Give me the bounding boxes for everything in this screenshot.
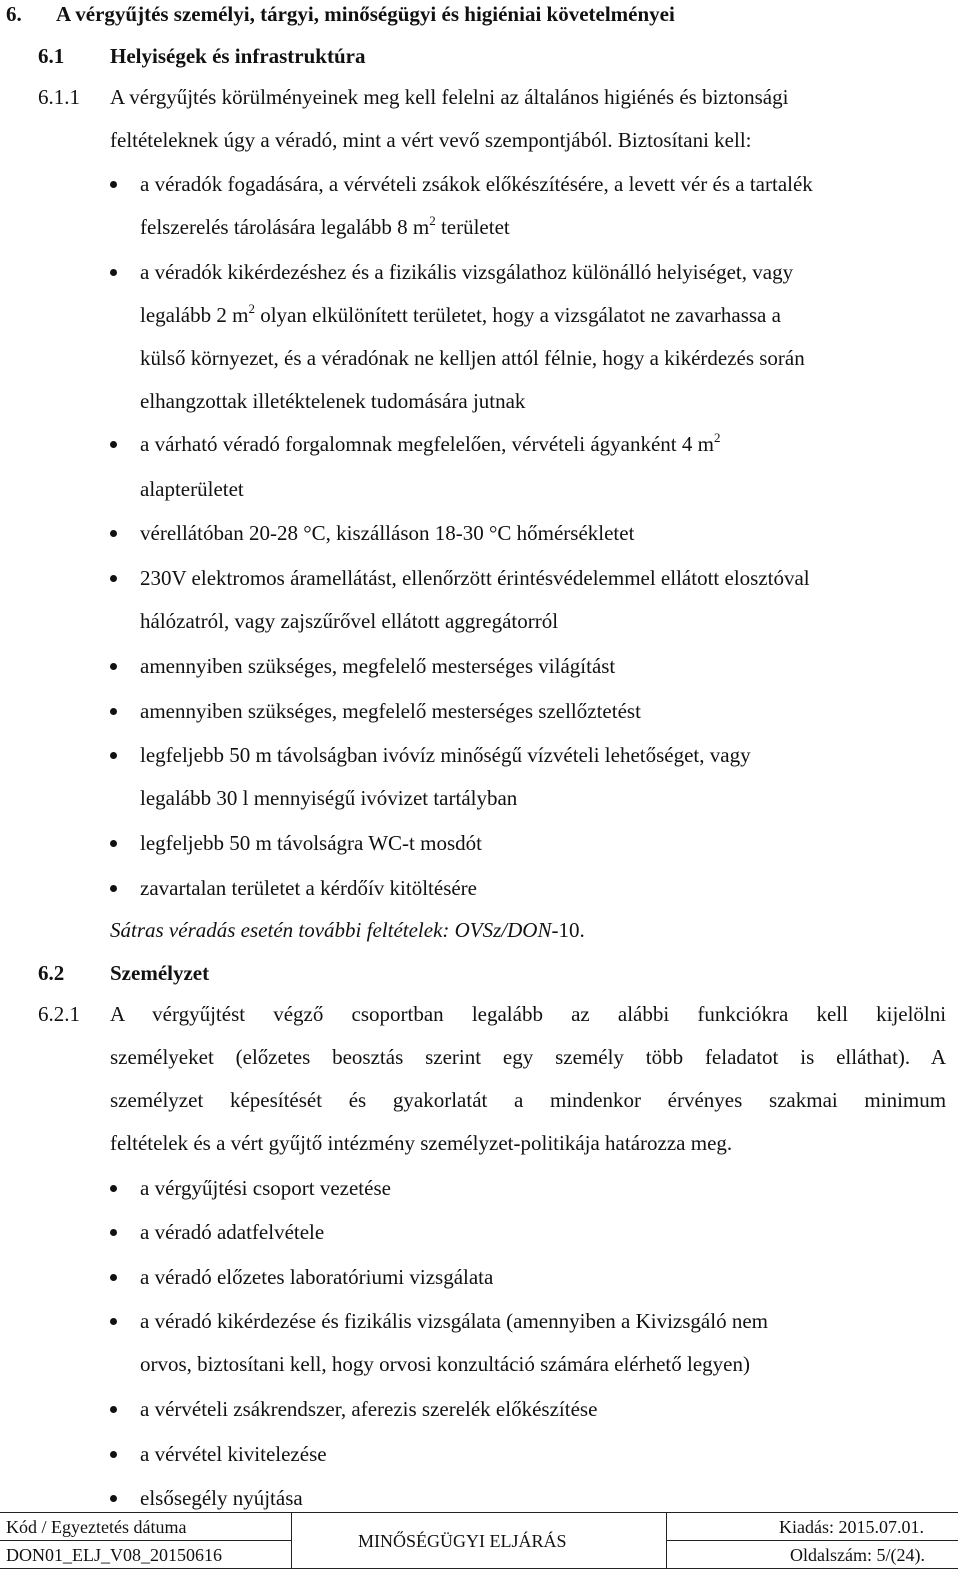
list-item-continuation: legalább 30 l mennyiségű ivóvizet tartályban	[140, 786, 518, 810]
word: (előzetes	[235, 1045, 311, 1069]
paragraph-text: A vérgyűjtés körülményeinek meg kell felelni az általános higiénés és biztonsági	[110, 85, 789, 109]
list-item-continuation: felszerelés tárolására legalább 8 $m^2$ területet	[140, 213, 510, 239]
section-number: 6.	[6, 2, 22, 26]
word: érvényes	[667, 1088, 743, 1112]
footer-issue-date: Kiadás: 2015.07.01.	[779, 1517, 924, 1537]
list-item-continuation: legalább 2 $m^2$ olyan elkülönített területet, hogy a vizsgálatot ne zavarhassa a	[140, 301, 781, 327]
list-item: amennyiben szükséges, megfelelő mesterséges szellőztetést	[140, 699, 641, 723]
paragraph-6-2-1-number	[38, 1001, 80, 1027]
section-title: A vérgyűjtés személyi, tárgyi, minőségügyi és higiéniai követelményei	[56, 2, 675, 26]
bullet-icon	[110, 1274, 117, 1281]
paragraph-6-1-1-line2: feltételeknek úgy a véradó, mint a vért vevő szempontjából. Biztosítani kell:	[110, 128, 752, 152]
list-item: a véradó kikérdezése és fizikális vizsgálata (amennyiben a Kivizsgáló nem	[140, 1309, 768, 1333]
word: és	[348, 1088, 367, 1112]
list-item: amennyiben szükséges, megfelelő mesterséges világítást	[140, 654, 616, 678]
tent-donation-note: Sátras véradás esetén további feltételek: OVSz/DON-10.	[110, 918, 585, 942]
word: egy	[502, 1045, 534, 1069]
list-item: vérellátóban 20-28 °C, kiszálláson 18-30 °C hőmérsékletet	[140, 521, 635, 545]
word: végző	[273, 1002, 324, 1026]
paragraph-6-2-1-line1	[110, 1001, 946, 1027]
word: az	[571, 1002, 590, 1026]
bullet-icon	[110, 840, 117, 847]
footer-code-label: Kód / Egyeztetés dátuma	[6, 1517, 187, 1537]
document-footer	[0, 1512, 958, 1569]
subsection-title: Személyzet	[110, 961, 210, 985]
bullet-icon	[110, 752, 117, 759]
word: funkciókra	[697, 1002, 789, 1026]
bullet-icon	[110, 885, 117, 892]
subsection-number: 6.2	[38, 961, 65, 985]
word: legalább	[471, 1002, 543, 1026]
bullet-icon	[110, 1495, 117, 1502]
subsection-title: Helyiségek és infrastruktúra	[110, 44, 366, 68]
word: személyzet	[110, 1088, 204, 1112]
list-item: a vérgyűjtési csoport vezetése	[140, 1176, 391, 1200]
bullet-icon	[110, 441, 117, 448]
bullet-icon	[110, 1229, 117, 1236]
word: A	[930, 1045, 947, 1069]
paragraph-6-2-1-line3	[110, 1087, 946, 1113]
word: személyeket	[110, 1045, 214, 1069]
list-item-continuation: elhangzottak illetéktelenek tudomására jutnak	[140, 389, 526, 413]
bullet-icon	[110, 1406, 117, 1413]
bullet-icon	[110, 269, 117, 276]
subsection-heading-6-1	[38, 43, 365, 69]
word: kijelölni	[876, 1002, 947, 1026]
list-item: a véradó adatfelvétele	[140, 1220, 325, 1244]
word: feladatot	[704, 1045, 779, 1069]
word: a	[514, 1088, 524, 1112]
paragraph-6-1-1-line1	[38, 84, 788, 110]
word: alábbi	[617, 1002, 670, 1026]
subsection-heading-6-2	[38, 960, 209, 986]
list-item-continuation: orvos, biztosítani kell, hogy orvosi konzultáció számára elérhető legyen)	[140, 1352, 750, 1376]
word: elláthat).	[836, 1045, 911, 1069]
word: mindenkor	[550, 1088, 641, 1112]
word: személy	[555, 1045, 624, 1069]
list-item-continuation: hálózatról, vagy zajszűrővel ellátott aggregátorról	[140, 609, 559, 633]
footer-code-value: DON01_ELJ_V08_20150616	[6, 1545, 222, 1565]
paragraph-number: 6.2.1	[38, 1002, 80, 1026]
section-heading	[6, 1, 675, 27]
bullet-icon	[110, 530, 117, 537]
word: A	[110, 1002, 125, 1026]
word: csoportban	[351, 1002, 444, 1026]
footer-procedure-title: MINŐSÉGÜGYI ELJÁRÁS	[358, 1531, 567, 1551]
paragraph-6-2-1-line2	[110, 1044, 946, 1070]
list-item: legfeljebb 50 m távolságban ivóvíz minőségű vízvételi lehetőséget, vagy	[140, 743, 751, 767]
bullet-icon	[110, 708, 117, 715]
footer-page-number: Oldalszám: 5/(24).	[790, 1545, 925, 1565]
list-item: zavartalan területet a kérdőív kitöltésére	[140, 876, 477, 900]
bullet-icon	[110, 663, 117, 670]
list-item: a vérvételi zsákrendszer, aferezis szerelék előkészítése	[140, 1397, 598, 1421]
word: gyakorlatát	[392, 1088, 488, 1112]
list-item: a véradó előzetes laboratóriumi vizsgálata	[140, 1265, 494, 1289]
list-item-continuation: külső környezet, és a véradónak ne kelljen attól félnie, hogy a kikérdezés során	[140, 346, 805, 370]
list-item-continuation: alapterületet	[140, 477, 244, 501]
word: több	[645, 1045, 684, 1069]
word: is	[800, 1045, 815, 1069]
paragraph-6-2-1-line4: feltételek és a vért gyűjtő intézmény személyzet-politikája határozza meg.	[110, 1131, 733, 1155]
list-item: a vérvétel kivitelezése	[140, 1442, 327, 1466]
word: vérgyűjtést	[152, 1002, 246, 1026]
word: kell	[816, 1002, 848, 1026]
paragraph-number: 6.1.1	[38, 85, 80, 109]
word: beosztás	[332, 1045, 404, 1069]
list-item: legfeljebb 50 m távolságra WC-t mosdót	[140, 831, 482, 855]
bullet-icon	[110, 1451, 117, 1458]
list-item: a véradók fogadására, a vérvételi zsákok előkészítésére, a levett vér és a tartalék	[140, 172, 813, 196]
list-item: 230V elektromos áramellátást, ellenőrzött érintésvédelemmel ellátott elosztóval	[140, 566, 810, 590]
word: minimum	[864, 1088, 947, 1112]
list-item: elsősegély nyújtása	[140, 1486, 303, 1510]
bullet-icon	[110, 575, 117, 582]
subsection-number: 6.1	[38, 44, 65, 68]
bullet-icon	[110, 1318, 117, 1325]
list-item: a véradók kikérdezéshez és a fizikális vizsgálathoz különálló helyiséget, vagy	[140, 260, 794, 284]
list-item: a várható véradó forgalomnak megfelelően, vérvételi ágyanként 4 $m^2$	[140, 430, 721, 456]
bullet-icon	[110, 1185, 117, 1192]
bullet-icon	[110, 181, 117, 188]
word: szakmai	[768, 1088, 838, 1112]
word: szerint	[425, 1045, 482, 1069]
word: képesítését	[229, 1088, 323, 1112]
